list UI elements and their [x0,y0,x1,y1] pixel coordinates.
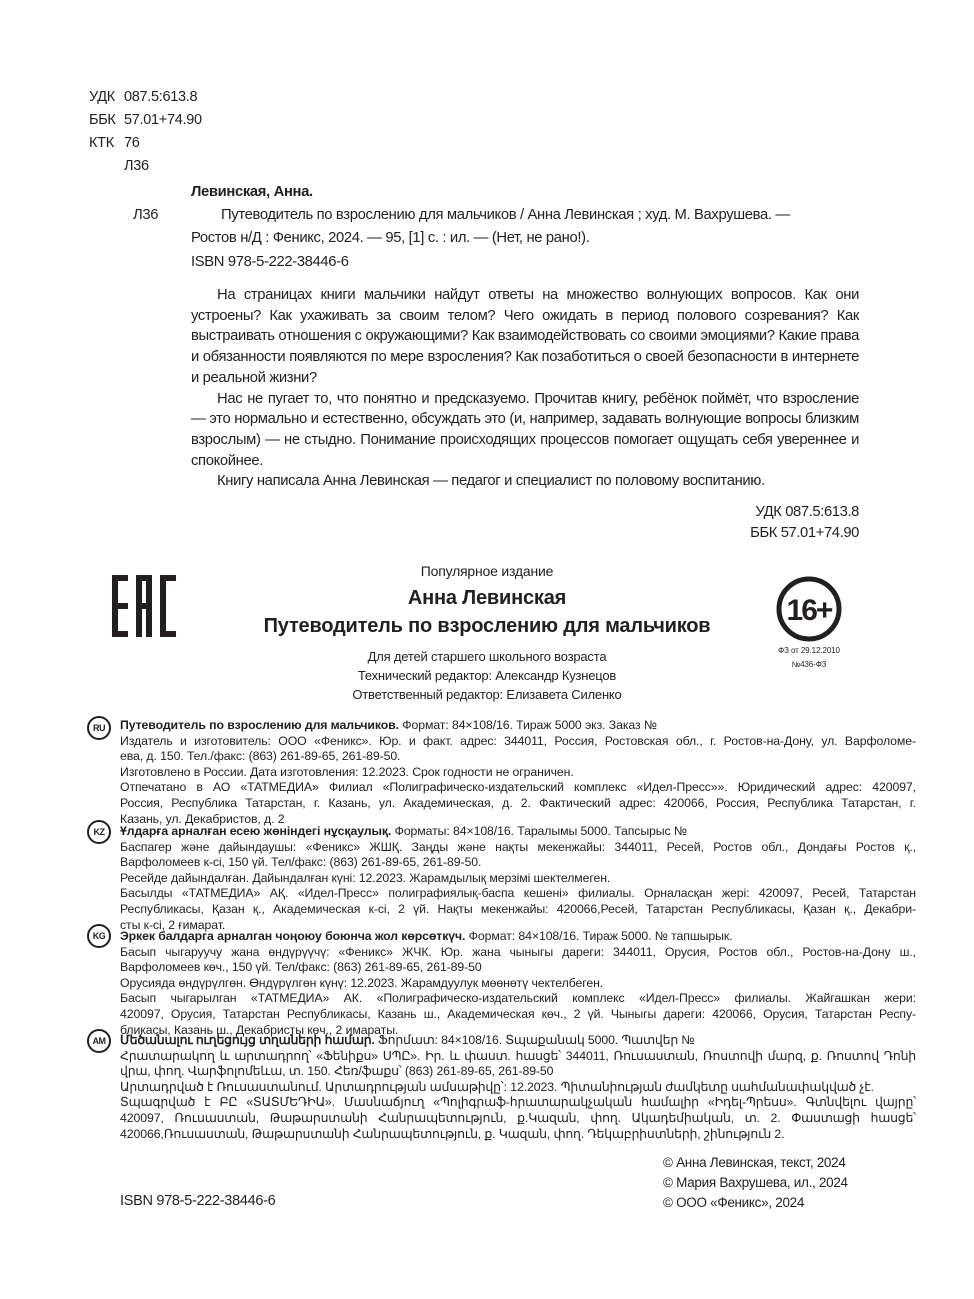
abstract-paragraph: Книгу написала Анна Левинская — педагог и специалист по половому воспитанию. [217,473,765,490]
classification-value: 76 [124,135,140,151]
imprint-title: Ұлдарға арналған есею жөніндегі нұсқаулық. [120,824,392,838]
classification-bbk [89,111,202,129]
edition-title: Путеводитель по взрослению для мальчиков [263,615,711,637]
imprint-line: Казань, ул. Декабристов, д. 2 [120,811,285,826]
imprint-line: Հրատարակող և արտադրող՝ «Ֆենիքս» ՍՊԸ». Իր. և փաստ. հասցե՝ 344011, Ռուսաստան, Ռոստովի մարզ, ք. Ռոստով Դոնի [120,1048,916,1063]
imprint-ru [120,718,916,827]
abstract-paragraph: Нас не пугает то, что понятно и предсказуемо. Прочитав книгу, ребёнок поймёт, что взросление — это нормально и естественно, обсуждать это (и, например, задавать волнующие вопросы близким взрослым) — не стыдно. Понимание происходящих процессов помогает ощущать себя увереннее и спокойнее. [191,390,859,469]
copyright-block [663,1153,856,1213]
imprint-title: Эркек балдарга арналган чоңоюу боюнча жол көрсөткүч. [120,929,466,943]
imprint-line: Форматы: 84×108/16. Таралымы 5000. Тапсырыс № [391,824,687,838]
imprint-line: Ресейде дайындалған. Дайындалған күні: 12.2023. Жарамдылық мерзімі шектелмеген. [120,870,611,885]
imprint-line: Արտադրված է Ռուսաստանում. Արտադրության ամսաթիվը՝: 12.2023. Պիտանիության ժամկետը սահմանափակված չէ. [120,1079,874,1094]
edition-credits [200,647,774,704]
imprint-kz [120,824,916,933]
author-sign: Л36 [124,158,149,174]
imprint-am [120,1033,916,1142]
copyright-line: © Мария Вахрушева, ил., 2024 [663,1175,848,1190]
age-law-line2: №436-ФЗ [791,660,827,669]
imprint-line: Издатель и изготовитель: ООО «Феникс». Юр. и факт. адрес: 344011, Россия, Ростовская обл., г. Ростов-на-Дону, ул. Варфоломе- [120,733,916,748]
abstract [191,285,859,492]
right-classification-codes [750,502,859,544]
classification-udk [89,88,197,106]
age-rating-text: 16+ [786,594,832,627]
copyright-line: © Анна Левинская, текст, 2024 [663,1155,846,1170]
country-badge-ru: RU [87,716,111,740]
responsible-editor: Ответственный редактор: Елизавета Силенко [352,687,622,702]
imprint-line: Республикасы, Қазан қ., Академическая к-сі, 2 үй. Нақты мекенжайы: 420066,Ресей, Татарстан Республикасы, Қазан қ., Декабри- [120,901,916,916]
imprint-line: Տպագրված է ԲԸ «ՏԱՏՄԵԴԻԱ». Մասնաճյուղ «Պոլիգրաֆ-հրատարակչական համալիր «Իդել-Պրեսս». Գտնվելու վայրը՝ [120,1095,916,1110]
author-heading: Левинская, Анна. [191,184,313,200]
imprint-line: Изготовлено в России. Дата изготовления: 12.2023. Срок годности не ограничен. [120,764,574,779]
bibliographic-description-line1: Путеводитель по взрослению для мальчиков / Анна Левинская ; худ. М. Вахрушева. — [221,207,790,223]
imprint-line: Варфоломеев көч., 150 үй. Тел/факс: (863) 261-89-65, 261-89-50 [120,960,482,975]
tech-editor: Технический редактор: Александр Кузнецов [357,668,617,683]
country-badge-kz: KZ [87,820,111,844]
imprint-line: 420097, Ռուսաստան, Թաթարստանի Հանրապետություն, ք.Կազան, փող. Ակադեմիական, տ. 2. Փաստացի հասցե՝ [120,1110,916,1125]
imprint-line: Басылды «ТАТМЕДИА» АҚ. «Идел-Пресс» полиграфиялық-баспа кешені» филиалы. Орналасқан жері: 420097, Ресей, Татарстан [120,886,916,901]
classification-key: УДК [89,89,115,105]
imprint-line: Формат: 84×108/16. Тираж 5000. № тапшырык. [465,929,733,943]
imprint-title: Մեծանալու ուղեցույց տղաների համար. [120,1033,375,1047]
imprint-line: Басып чыгаруучу жана өндүрүүчү: «Феникс» ЖЧК. Юр. жана чыныгы дареги: 344011, Орусия, Ростов обл., Ростов-на-Дону ш., [120,944,916,959]
eac-mark-icon [112,575,176,637]
imprint-title: Путеводитель по взрослению для мальчиков. [120,718,399,732]
classification-key: ББК [89,112,116,128]
edition-author: Анна Левинская [407,587,567,609]
imprint-line: 420066,Ռուսաստան, Թաթարստանի Հանրապետություն, ք. Կազան, փող. Դեկաբրիստների, շինություն 2. [120,1126,785,1141]
bibliographic-description-line2: Ростов н/Д : Феникс, 2024. — 95, [1] с. : ил. — (Нет, не рано!). [191,230,590,246]
edition-audience: Для детей старшего школьного возраста [367,649,607,664]
age-rating-icon [775,575,843,643]
imprint-line: Баспагер және дайындаушы: «Феникс» ЖШҚ. Заңды және нақты мекенжайы: 344011, Ресей, Ростов обл., Дондағы Ростов қ., [120,839,916,854]
classification-key: КТК [89,135,114,151]
bibliographic-isbn: ISBN 978-5-222-38446-6 [191,254,349,270]
imprint-line: Орусияда өндүрүлгөн. Өндүрүлгөн күнү: 12.2023. Жарамдуулук мөөнөтү чектелбеген. [120,975,604,990]
classification-ktk [89,134,140,152]
edition-type: Популярное издание [420,563,554,579]
imprint-line: վրա, փող. Վարֆոլոմեևա, տ. 150. Հեռ/ֆաքս՝ (863) 261-89-65, 261-89-50 [120,1064,554,1079]
right-udk: УДК 087.5:613.8 [755,504,859,520]
copyright-line: © ООО «Феникс», 2024 [663,1195,805,1210]
imprint-line: 420097, Орусия, Татарстан Республикасы, Казань ш., Академическая көч., 2 үй. Чыныгы дареги: 420066, Орусия, Татарстан Респу- [120,1006,916,1021]
imprint-line: Басып чыгарылган «ТАТМЕДИА» АК. «Полиграфическо-издательский комплекс «Идел-Пресс» филиалы. Жайгашкан жери: [120,991,916,1006]
right-bbk: ББК 57.01+74.90 [750,525,859,541]
country-badge-kg: KG [87,924,111,948]
isbn-bottom: ISBN 978-5-222-38446-6 [120,1193,276,1209]
age-law-note [745,644,873,672]
age-law-line1: ФЗ от 29.12.2010 [778,646,840,655]
imprint-line: сты к-сі, 2 ғимарат. [120,917,226,932]
country-badge-am: AM [87,1029,111,1053]
imprint-line: бликасы, Казань ш., Декабристы көч., 2 имараты. [120,1022,399,1037]
imprint-line: Формат: 84×108/16. Тираж 5000 экз. Заказ № [398,718,657,732]
classification-value: 57.01+74.90 [124,112,202,128]
classification-value: 087.5:613.8 [124,89,198,105]
abstract-paragraph: На страницах книги мальчики найдут ответы на множество волнующих вопросов. Как они устроены? Как ухаживать за своим телом? Чего ожидать в период полового созревания? Как выстраивать отношения с окружающими? Как взаимодействовать со своими эмоциями? Какие права и обязанности появляются по мере взросления? Как позаботиться о своей безопасности в интернете и реальной жизни? [191,287,859,386]
imprint-line: Отпечатано в АО «ТАТМЕДИА» Филиал «Полиграфическо-издательский комплекс «Идел-Пресс»». Юридический адрес: 420097, [120,780,916,795]
imprint-line: Россия, Республика Татарстан, г. Казань, ул. Академическая, д. 2. Фактический адрес: 420066, Россия, Республика Татарстан, г. [120,795,916,810]
margin-author-sign: Л36 [133,207,159,223]
imprint-line: ева, д. 150. Тел./факс: (863) 261-89-65, 261-89-50. [120,749,401,764]
imprint-line: Варфоломеев к-сі, 150 үй. Тел/факс: (863) 261-89-65, 261-89-50. [120,855,482,870]
imprint-line: Ֆորմատ: 84×108/16. Տպաքանակ 5000. Պատվեր № [374,1033,695,1047]
imprint-kg [120,929,916,1038]
